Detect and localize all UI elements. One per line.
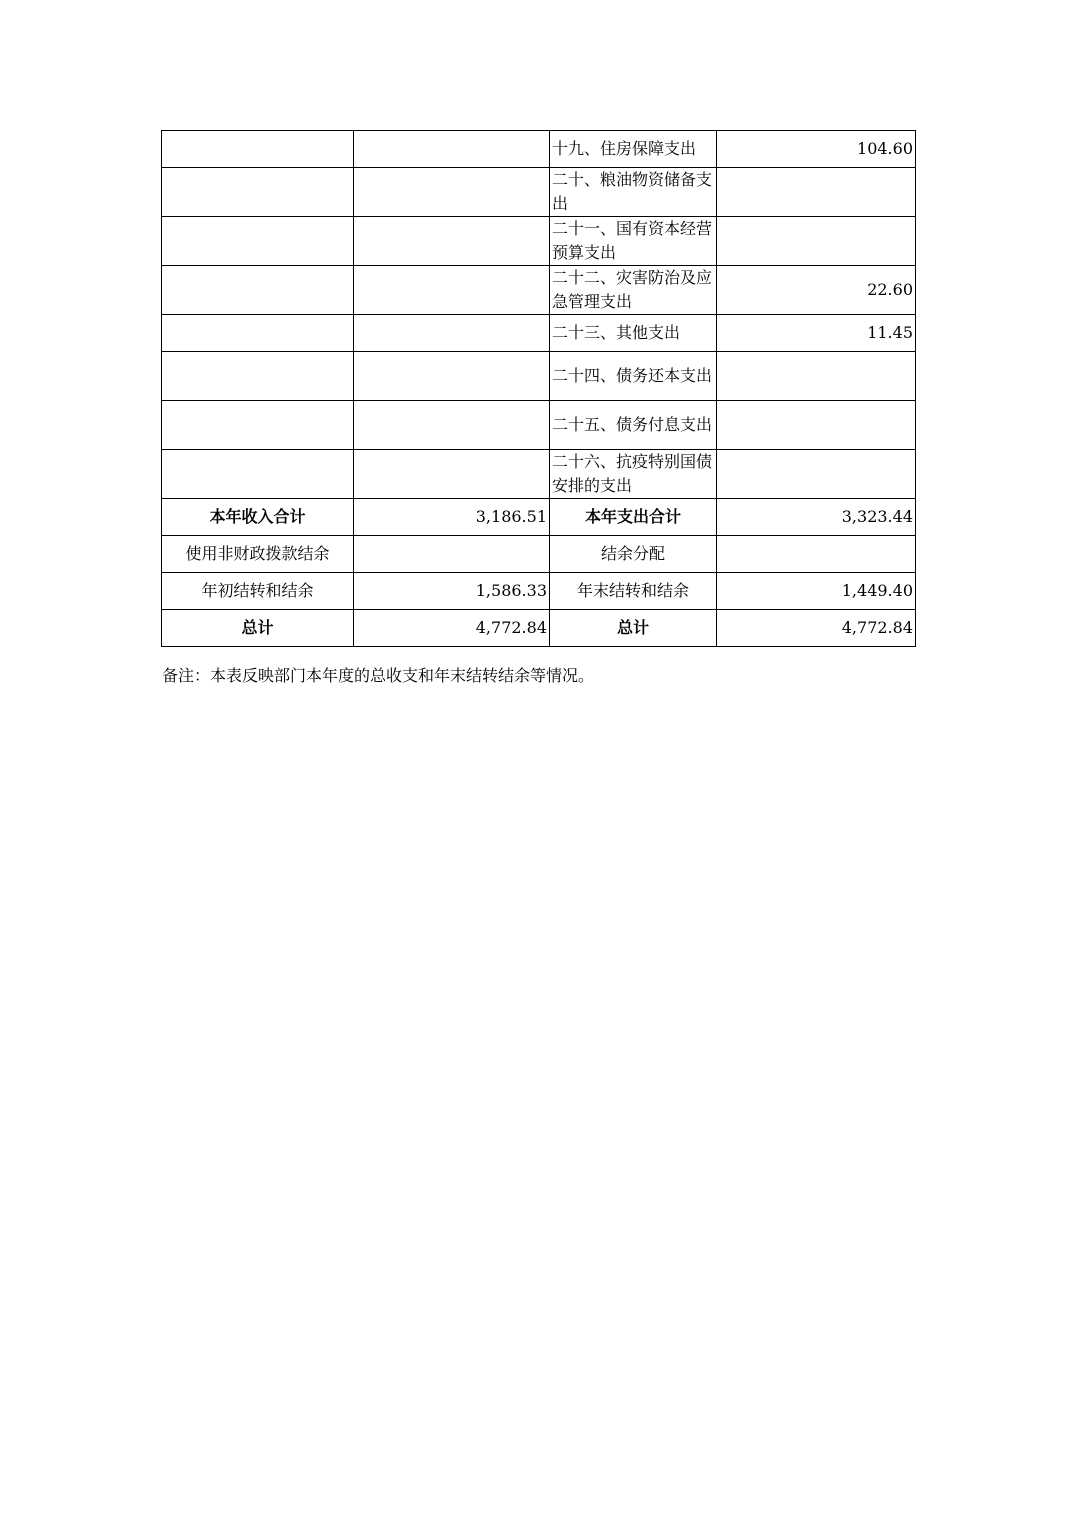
expense-item-cell: 二十六、抗疫特别国债安排的支出 <box>550 450 717 499</box>
table-row <box>162 450 916 499</box>
income-amount-cell <box>354 168 550 217</box>
expense-total-label: 本年支出合计 <box>550 499 717 536</box>
income-grand-total-amount: 4,772.84 <box>354 610 550 647</box>
table-row <box>162 217 916 266</box>
table-note: 备注：本表反映部门本年度的总收支和年末结转结余等情况。 <box>162 666 595 685</box>
budget-table <box>161 130 916 647</box>
income-item-cell <box>162 401 354 450</box>
closing-carryover-amount: 1,449.40 <box>717 573 916 610</box>
table-row <box>162 168 916 217</box>
expense-amount-cell <box>717 401 916 450</box>
expense-item-cell: 二十五、债务付息支出 <box>550 401 717 450</box>
expense-amount-cell: 22.60 <box>717 266 916 315</box>
income-item-cell <box>162 131 354 168</box>
expense-grand-total-label: 总计 <box>550 610 717 647</box>
expense-grand-total-amount: 4,772.84 <box>717 610 916 647</box>
income-item-cell <box>162 217 354 266</box>
expense-total-amount: 3,323.44 <box>717 499 916 536</box>
closing-carryover-label: 年末结转和结余 <box>550 573 717 610</box>
table-row <box>162 352 916 401</box>
summary-row-annual-total <box>162 499 916 536</box>
expense-amount-cell <box>717 450 916 499</box>
expense-amount-cell: 11.45 <box>717 315 916 352</box>
expense-item-cell: 二十二、灾害防治及应急管理支出 <box>550 266 717 315</box>
income-amount-cell <box>354 217 550 266</box>
non-fiscal-balance-amount <box>354 536 550 573</box>
income-item-cell <box>162 450 354 499</box>
expense-amount-cell: 104.60 <box>717 131 916 168</box>
expense-item-cell: 十九、住房保障支出 <box>550 131 717 168</box>
income-amount-cell <box>354 352 550 401</box>
summary-row-carryover <box>162 573 916 610</box>
balance-distribution-amount <box>717 536 916 573</box>
table-row <box>162 266 916 315</box>
income-item-cell <box>162 352 354 401</box>
table-row <box>162 315 916 352</box>
summary-row-balance-use <box>162 536 916 573</box>
income-amount-cell <box>354 450 550 499</box>
income-amount-cell <box>354 401 550 450</box>
income-amount-cell <box>354 131 550 168</box>
expense-amount-cell <box>717 352 916 401</box>
income-grand-total-label: 总计 <box>162 610 354 647</box>
table-row <box>162 131 916 168</box>
expense-item-cell: 二十、粮油物资储备支出 <box>550 168 717 217</box>
income-item-cell <box>162 168 354 217</box>
summary-row-grand-total <box>162 610 916 647</box>
income-total-label: 本年收入合计 <box>162 499 354 536</box>
expense-amount-cell <box>717 217 916 266</box>
expense-item-cell: 二十四、债务还本支出 <box>550 352 717 401</box>
expense-item-cell: 二十一、国有资本经营预算支出 <box>550 217 717 266</box>
balance-distribution-label: 结余分配 <box>550 536 717 573</box>
non-fiscal-balance-label: 使用非财政拨款结余 <box>162 536 354 573</box>
table-row <box>162 401 916 450</box>
income-item-cell <box>162 266 354 315</box>
income-amount-cell <box>354 266 550 315</box>
income-item-cell <box>162 315 354 352</box>
opening-carryover-label: 年初结转和结余 <box>162 573 354 610</box>
opening-carryover-amount: 1,586.33 <box>354 573 550 610</box>
expense-item-cell: 二十三、其他支出 <box>550 315 717 352</box>
income-amount-cell <box>354 315 550 352</box>
expense-amount-cell <box>717 168 916 217</box>
income-total-amount: 3,186.51 <box>354 499 550 536</box>
